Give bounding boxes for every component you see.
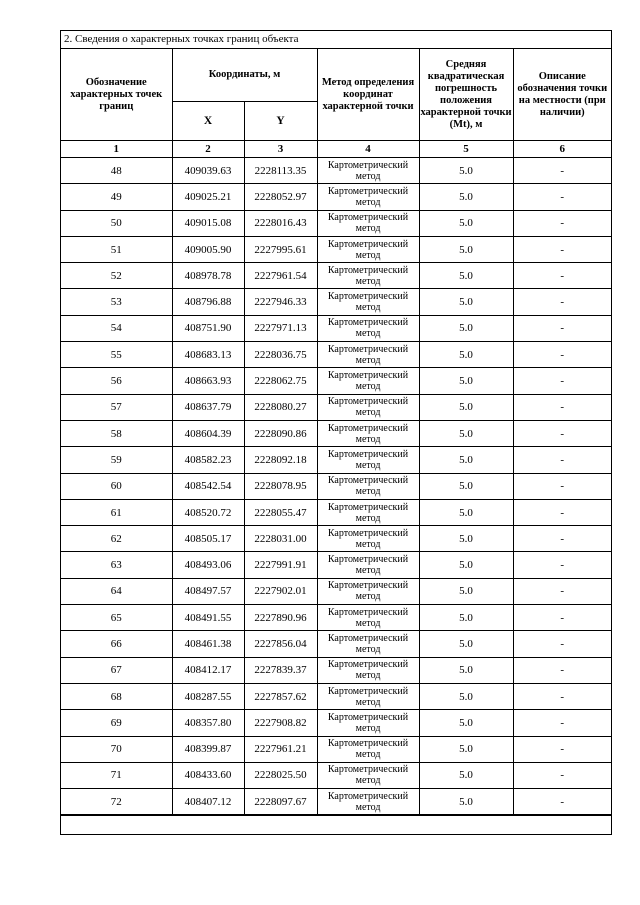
cell-error: 5.0 [419, 447, 513, 473]
table-row [61, 605, 611, 631]
table-row [61, 315, 611, 341]
cell-point: 52 [61, 263, 172, 289]
cell-point: 60 [61, 473, 172, 499]
cell-error: 5.0 [419, 184, 513, 210]
cell-description: - [513, 236, 611, 262]
cell-point: 57 [61, 394, 172, 420]
table-row [61, 736, 611, 762]
cell-error: 5.0 [419, 789, 513, 815]
cell-y: 2228016.43 [244, 210, 317, 236]
cell-method: Картометрический метод [317, 368, 419, 394]
header-coordinates: Координаты, м [172, 49, 317, 102]
cell-method: Картометрический метод [317, 683, 419, 709]
cell-method: Картометрический метод [317, 394, 419, 420]
cell-description: - [513, 184, 611, 210]
cell-y: 2227839.37 [244, 657, 317, 683]
section-title: 2. Сведения о характерных точках границ объекта [61, 31, 611, 49]
cell-method: Картометрический метод [317, 342, 419, 368]
cell-x: 408399.87 [172, 736, 244, 762]
column-number: 6 [513, 141, 611, 158]
cell-method: Картометрический метод [317, 210, 419, 236]
cell-error: 5.0 [419, 605, 513, 631]
cell-point: 66 [61, 631, 172, 657]
cell-x: 408505.17 [172, 526, 244, 552]
cell-description: - [513, 473, 611, 499]
cell-method: Картометрический метод [317, 736, 419, 762]
cell-method: Картометрический метод [317, 526, 419, 552]
cell-x: 408604.39 [172, 420, 244, 446]
cell-x: 408751.90 [172, 315, 244, 341]
cell-error: 5.0 [419, 263, 513, 289]
cell-method: Картометрический метод [317, 447, 419, 473]
cell-point: 62 [61, 526, 172, 552]
cell-description: - [513, 158, 611, 184]
cell-description: - [513, 657, 611, 683]
cell-error: 5.0 [419, 552, 513, 578]
cell-error: 5.0 [419, 762, 513, 788]
cell-y: 2228031.00 [244, 526, 317, 552]
cell-x: 408978.78 [172, 263, 244, 289]
cell-description: - [513, 631, 611, 657]
cell-y: 2227857.62 [244, 683, 317, 709]
cell-y: 2228055.47 [244, 499, 317, 525]
header-description: Описание обозначения точки на местности (при наличии) [513, 49, 611, 141]
cell-x: 408357.80 [172, 710, 244, 736]
cell-error: 5.0 [419, 420, 513, 446]
cell-point: 56 [61, 368, 172, 394]
cell-description: - [513, 499, 611, 525]
table-row [61, 631, 611, 657]
cell-method: Картометрический метод [317, 552, 419, 578]
cell-x: 408497.57 [172, 578, 244, 604]
cell-error: 5.0 [419, 710, 513, 736]
table-row [61, 683, 611, 709]
column-number: 4 [317, 141, 419, 158]
cell-x: 408663.93 [172, 368, 244, 394]
cell-y: 2227961.54 [244, 263, 317, 289]
cell-method: Картометрический метод [317, 657, 419, 683]
table-row [61, 789, 611, 815]
table-row [61, 394, 611, 420]
cell-method: Картометрический метод [317, 710, 419, 736]
header-y: Y [244, 102, 317, 141]
cell-y: 2227890.96 [244, 605, 317, 631]
cell-error: 5.0 [419, 210, 513, 236]
cell-x: 408491.55 [172, 605, 244, 631]
cell-y: 2227902.01 [244, 578, 317, 604]
cell-description: - [513, 368, 611, 394]
cell-point: 68 [61, 683, 172, 709]
cell-point: 70 [61, 736, 172, 762]
cell-x: 409025.21 [172, 184, 244, 210]
column-number: 5 [419, 141, 513, 158]
table-row [61, 657, 611, 683]
table-row [61, 184, 611, 210]
cell-y: 2228052.97 [244, 184, 317, 210]
cell-error: 5.0 [419, 631, 513, 657]
cell-x: 408461.38 [172, 631, 244, 657]
cell-y: 2228062.75 [244, 368, 317, 394]
cell-point: 71 [61, 762, 172, 788]
table-row [61, 447, 611, 473]
column-number: 2 [172, 141, 244, 158]
cell-y: 2227946.33 [244, 289, 317, 315]
cell-description: - [513, 578, 611, 604]
cell-x: 408796.88 [172, 289, 244, 315]
cell-description: - [513, 342, 611, 368]
cell-y: 2228090.86 [244, 420, 317, 446]
cell-point: 50 [61, 210, 172, 236]
cell-y: 2228025.50 [244, 762, 317, 788]
cell-description: - [513, 263, 611, 289]
cell-y: 2227995.61 [244, 236, 317, 262]
cell-error: 5.0 [419, 736, 513, 762]
cell-description: - [513, 447, 611, 473]
cell-x: 408412.17 [172, 657, 244, 683]
cell-x: 408683.13 [172, 342, 244, 368]
cell-description: - [513, 315, 611, 341]
cell-error: 5.0 [419, 368, 513, 394]
cell-y: 2227961.21 [244, 736, 317, 762]
cell-y: 2228080.27 [244, 394, 317, 420]
cell-x: 408520.72 [172, 499, 244, 525]
cell-point: 65 [61, 605, 172, 631]
header-x: X [172, 102, 244, 141]
table-row [61, 289, 611, 315]
cell-method: Картометрический метод [317, 631, 419, 657]
table-row [61, 210, 611, 236]
cell-method: Картометрический метод [317, 605, 419, 631]
points-table [61, 49, 611, 815]
cell-description: - [513, 289, 611, 315]
cell-description: - [513, 552, 611, 578]
cell-y: 2228078.95 [244, 473, 317, 499]
cell-y: 2228036.75 [244, 342, 317, 368]
cell-y: 2227908.82 [244, 710, 317, 736]
header-method: Метод определения координат характерной точки [317, 49, 419, 141]
cell-y: 2227991.91 [244, 552, 317, 578]
column-number: 3 [244, 141, 317, 158]
table-footer-empty [61, 815, 611, 834]
cell-error: 5.0 [419, 315, 513, 341]
cell-description: - [513, 210, 611, 236]
cell-method: Картометрический метод [317, 158, 419, 184]
table-row [61, 473, 611, 499]
table-row [61, 552, 611, 578]
cell-description: - [513, 762, 611, 788]
cell-point: 72 [61, 789, 172, 815]
cell-method: Картометрический метод [317, 184, 419, 210]
header-error: Средняя квадратическая погрешность положения характерной точки (Mt), м [419, 49, 513, 141]
cell-y: 2227971.13 [244, 315, 317, 341]
cell-point: 61 [61, 499, 172, 525]
cell-error: 5.0 [419, 683, 513, 709]
cell-error: 5.0 [419, 578, 513, 604]
cell-method: Картометрический метод [317, 578, 419, 604]
cell-description: - [513, 394, 611, 420]
table-row [61, 236, 611, 262]
cell-method: Картометрический метод [317, 762, 419, 788]
cell-point: 67 [61, 657, 172, 683]
cell-error: 5.0 [419, 657, 513, 683]
cell-x: 409039.63 [172, 158, 244, 184]
table-row [61, 526, 611, 552]
cell-x: 408493.06 [172, 552, 244, 578]
cell-error: 5.0 [419, 473, 513, 499]
cell-y: 2228113.35 [244, 158, 317, 184]
cell-method: Картометрический метод [317, 315, 419, 341]
table-row [61, 710, 611, 736]
cell-description: - [513, 683, 611, 709]
cell-error: 5.0 [419, 394, 513, 420]
cell-error: 5.0 [419, 526, 513, 552]
table-row [61, 578, 611, 604]
table-row [61, 368, 611, 394]
cell-error: 5.0 [419, 289, 513, 315]
cell-error: 5.0 [419, 342, 513, 368]
table-row [61, 762, 611, 788]
cell-method: Картометрический метод [317, 289, 419, 315]
cell-point: 58 [61, 420, 172, 446]
cell-point: 51 [61, 236, 172, 262]
cell-x: 409005.90 [172, 236, 244, 262]
table-row [61, 420, 611, 446]
cell-point: 54 [61, 315, 172, 341]
cell-error: 5.0 [419, 158, 513, 184]
cell-point: 64 [61, 578, 172, 604]
cell-description: - [513, 605, 611, 631]
cell-description: - [513, 710, 611, 736]
cell-point: 69 [61, 710, 172, 736]
cell-x: 409015.08 [172, 210, 244, 236]
cell-x: 408582.23 [172, 447, 244, 473]
cell-description: - [513, 736, 611, 762]
cell-point: 49 [61, 184, 172, 210]
table-row [61, 499, 611, 525]
table-row [61, 263, 611, 289]
cell-method: Картометрический метод [317, 263, 419, 289]
cell-method: Картометрический метод [317, 789, 419, 815]
cell-method: Картометрический метод [317, 499, 419, 525]
table-row [61, 158, 611, 184]
table-row [61, 342, 611, 368]
cell-method: Картометрический метод [317, 236, 419, 262]
cell-point: 55 [61, 342, 172, 368]
cell-y: 2228097.67 [244, 789, 317, 815]
cell-error: 5.0 [419, 236, 513, 262]
cell-point: 53 [61, 289, 172, 315]
cell-x: 408287.55 [172, 683, 244, 709]
cell-point: 63 [61, 552, 172, 578]
cell-description: - [513, 526, 611, 552]
column-number: 1 [61, 141, 172, 158]
cell-method: Картометрический метод [317, 420, 419, 446]
cell-y: 2227856.04 [244, 631, 317, 657]
cell-x: 408407.12 [172, 789, 244, 815]
cell-y: 2228092.18 [244, 447, 317, 473]
points-table-body [61, 158, 611, 815]
cell-x: 408433.60 [172, 762, 244, 788]
cell-x: 408637.79 [172, 394, 244, 420]
cell-error: 5.0 [419, 499, 513, 525]
cell-method: Картометрический метод [317, 473, 419, 499]
cell-description: - [513, 420, 611, 446]
cell-point: 48 [61, 158, 172, 184]
points-sheet [60, 30, 612, 835]
cell-description: - [513, 789, 611, 815]
cell-point: 59 [61, 447, 172, 473]
header-designation: Обозначение характерных точек границ [61, 49, 172, 141]
cell-x: 408542.54 [172, 473, 244, 499]
